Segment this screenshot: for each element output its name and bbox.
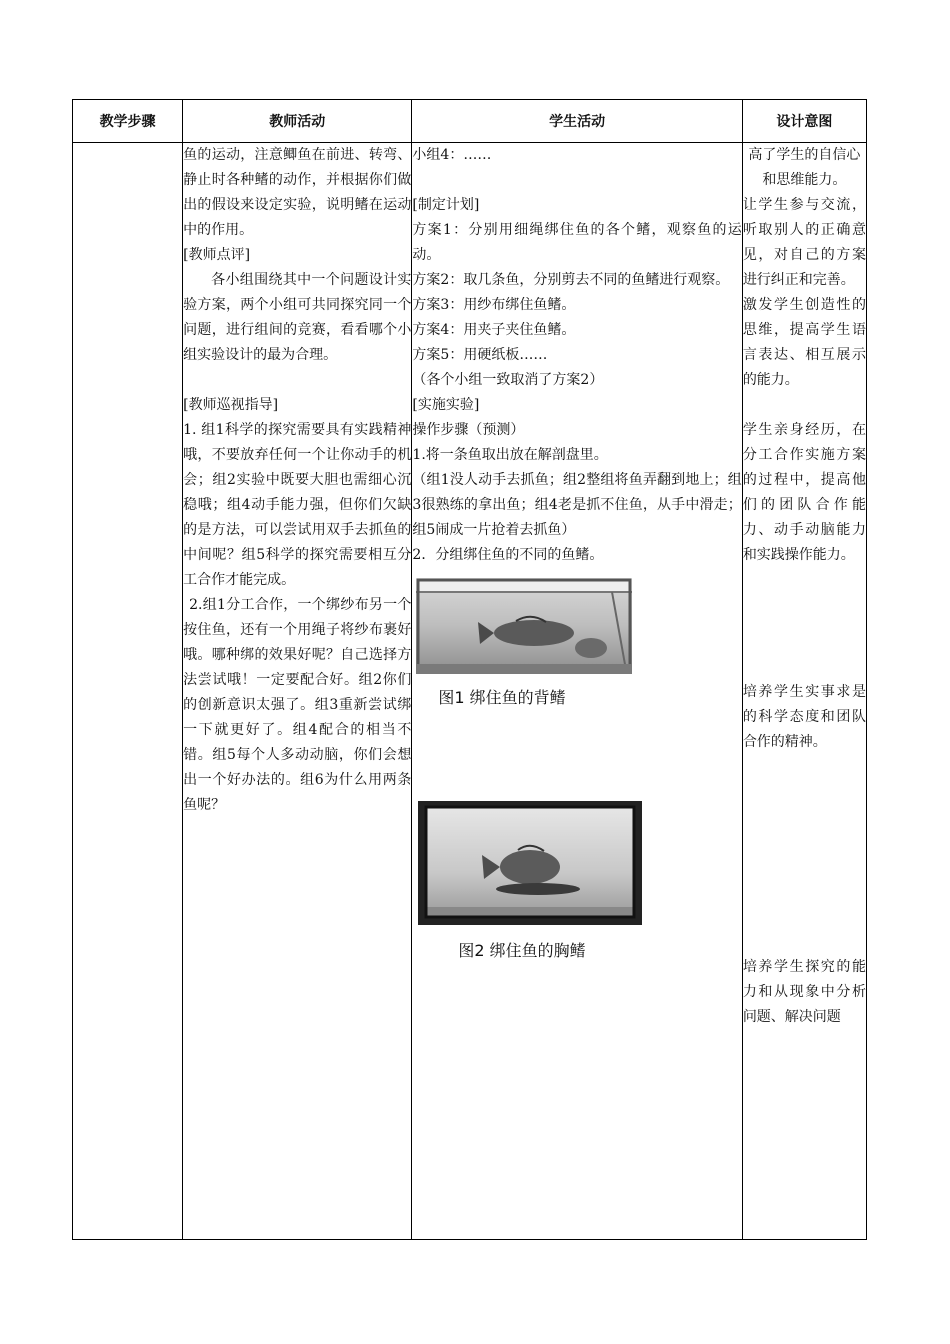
teacher-guide-heading: [教师巡视指导] bbox=[183, 397, 279, 413]
design-intent-cell bbox=[742, 143, 866, 1240]
teacher-comment: 各小组围绕其中一个问题设计实验方案，两个小组可共同探究同一个问题，进行组间的竞赛，看看哪个小组实验设计的最为合理。 bbox=[183, 272, 412, 363]
student-line: 方案1：分别用细绳绑住鱼的各个鳍，观察鱼的运动。 bbox=[412, 222, 742, 263]
teacher-guide-2: 2.组1分工合作，一个绑纱布另一个按住鱼，还有一个用绳子将纱布裹好哦。哪种绑的效果好呢？自己选择方法尝试哦！一定要配合好。组2你们的创新意识太强了。组3重新尝试绑一下就更好了。组4配合的相当不错。组5每个人多动动脑，你们会想出一个好办法的。组6为什么用两条鱼呢？ bbox=[183, 597, 412, 813]
design-intent-6: 培养学生探究的能力和从现象中分析问题、解决问题 bbox=[742, 959, 866, 1025]
header-teaching-steps: 教学步骤 bbox=[73, 100, 183, 143]
student-line: 方案2：取几条鱼，分别剪去不同的鱼鳍进行观察。 bbox=[412, 272, 730, 288]
fish-tank-photo-2 bbox=[418, 801, 642, 925]
header-design-intent: 设计意图 bbox=[742, 100, 866, 143]
student-line: 1.将一条鱼取出放在解剖盘里。 bbox=[412, 447, 608, 463]
header-teacher-activity: 教师活动 bbox=[183, 100, 412, 143]
fish-tank-photo-1 bbox=[416, 578, 632, 674]
student-line: 方案3：用纱布绑住鱼鳍。 bbox=[412, 297, 576, 313]
teacher-intro: 鱼的运动，注意鲫鱼在前进、转弯、静止时各种鳍的动作，并根据你们做出的假设来设定实验，说明鳍在运动中的作用。 bbox=[183, 147, 412, 238]
design-intent-5: 培养学生实事求是的科学态度和团队合作的精神。 bbox=[742, 684, 866, 750]
student-line: [制定计划] bbox=[412, 197, 480, 213]
teacher-comment-heading: [教师点评] bbox=[183, 247, 251, 263]
student-line: 小组4：…… bbox=[412, 147, 492, 163]
student-line: （组1没人动手去抓鱼；组2整组将鱼弄翻到地上；组3很熟练的拿出鱼；组4老是抓不住鱼，从手中滑走；组5闹成一片抢着去抓鱼） bbox=[412, 472, 742, 538]
figure-1-caption: 图1 绑住鱼的背鳍 bbox=[438, 688, 566, 707]
design-intent-3: 激发学生创造性的思维，提高学生语言表达、相互展示的能力。 bbox=[742, 297, 866, 388]
design-intent-1: 高了学生的自信心和思维能力。 bbox=[748, 147, 861, 188]
design-intent-2: 让学生参与交流，听取别人的正确意见，对自己的方案进行纠正和完善。 bbox=[742, 197, 866, 288]
figure-1 bbox=[416, 578, 741, 709]
student-activity-cell bbox=[412, 143, 742, 1240]
table-body-row bbox=[73, 143, 867, 1240]
teaching-steps-cell bbox=[73, 143, 183, 1240]
student-line: 方案5：用硬纸板…… bbox=[412, 347, 548, 363]
figure-2 bbox=[418, 801, 741, 962]
design-intent-4: 学生亲身经历，在分工合作实施方案的过程中，提高他们的团队合作能力、动手动脑能力和实践操作能力。 bbox=[742, 422, 866, 563]
table-header-row bbox=[73, 100, 867, 143]
figure-2-caption: 图2 绑住鱼的胸鳍 bbox=[458, 941, 586, 960]
student-line: 操作步骤（预测） bbox=[412, 422, 525, 438]
lesson-plan-table bbox=[72, 99, 867, 1240]
student-line: （各个小组一致取消了方案2） bbox=[412, 372, 604, 388]
teacher-activity-cell bbox=[183, 143, 412, 1240]
student-line: 方案4：用夹子夹住鱼鳍。 bbox=[412, 322, 576, 338]
student-line: [实施实验] bbox=[412, 397, 480, 413]
student-line: 2．分组绑住鱼的不同的鱼鳍。 bbox=[412, 547, 604, 563]
header-student-activity: 学生活动 bbox=[412, 100, 742, 143]
teacher-guide-1: 1. 组1科学的探究需要具有实践精神哦，不要放弃任何一个让你动手的机会；组2实验中既要大胆也需细心沉稳哦；组4动手能力强，但你们欠缺的是方法，可以尝试用双手去抓鱼的中间呢？组5科学的探究需要相互分工合作才能完成。 bbox=[183, 422, 412, 588]
